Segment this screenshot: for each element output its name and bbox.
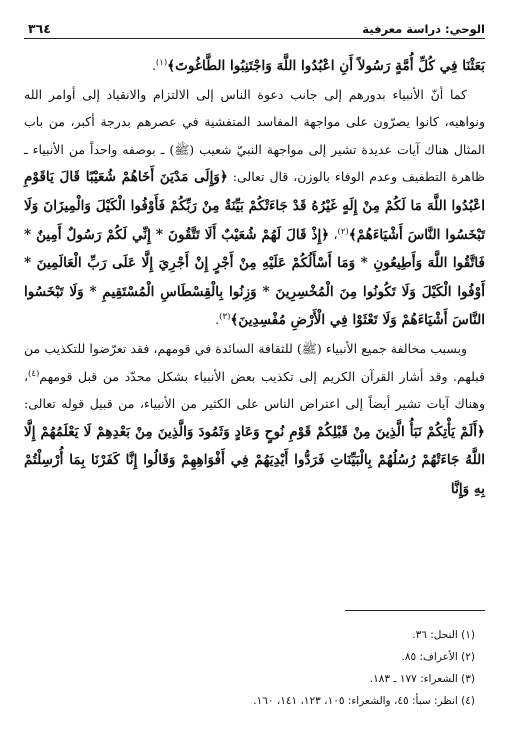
footnote-2: (٢) الأعراف: ٨٥. — [401, 651, 475, 663]
paragraph-3-text: وبسبب مخالفة جميع الأنبياء (ﷺ) للثقافة السائدة في قومهم، فقد تعرّضوا للتكذيب من قبلهم. وقد أشار القرآن الكريم إلى تكذيب بعض الأنبياء بشكل محدّد من قبل قومهم — [24, 340, 485, 384]
quran-quote-4: ﴿أَلَمْ يَأْتِكُمْ نَبَأُ الَّذِينَ مِنْ قَبْلِكُمْ قَوْمِ نُوحٍ وَعَادٍ وَثَمُودَ وَالَّذِينَ مِنْ بَعْدِهِمْ لَا يَعْلَمُهُمْ إِلَّا اللَّهُ جَاءَتْهُمْ رُسُلُهُمْ بِالْبَيِّنَاتِ فَرَدُّوا أَيْدِيَهُمْ فِي أَفْوَاهِهِمْ وَقَالُوا إِنَّا كَفَرْنَا بِمَا أُرْسِلْتُمْ بِهِ وَإِنَّا — [24, 423, 485, 497]
footnotes — [24, 624, 485, 712]
footnote-ref-2: (٢) — [337, 226, 349, 237]
footnote-rule — [345, 610, 485, 611]
paragraph-3 — [24, 335, 485, 504]
running-header — [28, 14, 485, 36]
quran-quote-3: ﴿إِذْ قَالَ لَهُمْ شُعَيْبٌ أَلَا تَتَّقُونَ * إِنِّي لَكُمْ رَسُولٌ أَمِينٌ * فَاتَّقُوا اللَّهَ وَأَطِيعُونِ * وَمَا أَسْأَلُكُمْ عَلَيْهِ مِنْ أَجْرٍ إِنْ أَجْرِيَ إِلَّا عَلَى رَبِّ الْعَالَمِينَ * أَوْفُوا الْكَيْلَ وَلَا تَكُونُوا مِنَ الْمُخْسِرِينَ * وَزِنُوا بِالْقِسْطَاسِ الْمُسْتَقِيمِ * وَلَا تَبْخَسُوا النَّاسَ أَشْيَاءَهُمْ وَلَا تَعْثَوْا فِي الْأَرْضِ مُفْسِدِينَ﴾ — [24, 226, 485, 329]
quote-separator: ، — [329, 226, 338, 242]
footnote-4: (٤) انظر: سبأ: ٤٥، والشعراء: ١٠٥، ١٢٣، ١٤١، ١٦٠. — [253, 695, 475, 707]
paragraph-2-text: كما أنّ الأنبياء بدورهم إلى جانب دعوة الناس إلى الالتزام والانقياد إلى أوامر الله ونواهيه، كانوا يصرّون على مواجهة المفاسد المتفشية في عصرهم بدرجة أكبر، من باب المثال هناك آيات عديدة تشير إلى مواجهة النبيّ شعيب (ﷺ) ـ بوصفه واحداً من الأنبياء ـ ظاهرة التطفيف وعدم الوفاء بالوزن، قال تعالى: — [24, 86, 485, 185]
footnote-1: (١) النحل: ٣٦. — [412, 629, 475, 641]
footnote-ref-4: (٤) — [28, 368, 40, 379]
footnote-3: (٣) الشعراء: ١٧٧ ـ ١٨٣. — [369, 673, 475, 685]
paragraph-3-text-2: ، وهناك آيات تشير أيضاً إلى اعتراض الناس على الكثير من الأنبياء، من قبيل قوله تعالى: — [24, 368, 485, 412]
quran-quote-1: بَعَثْنَا فِي كُلِّ أُمَّةٍ رَسُولاً أَنِ اعْبُدُوا اللَّهَ وَاجْتَنِبُوا الطَّاغُوتَ﴾ — [167, 58, 485, 74]
paragraph-1: بَعَثْنَا فِي كُلِّ أُمَّةٍ رَسُولاً أَنِ اعْبُدُوا اللَّهَ وَاجْتَنِبُوا الطَّاغُوتَ﴾$^{(١)}$. — [151, 57, 485, 74]
quran-quote-2: ﴿وَإِلَى مَدْيَنَ أَخَاهُمْ شُعَيْبًا قَالَ يَاقَوْمِ اعْبُدُوا اللَّهَ مَا لَكُمْ مِنْ إِلَهٍ غَيْرُهُ قَدْ جَاءَتْكُمْ بَيِّنَةٌ مِنْ رَبِّكُمْ فَأَوْفُوا الْكَيْلَ وَالْمِيزَانَ وَلَا تَبْخَسُوا النَّاسَ أَشْيَاءَهُمْ﴾ — [24, 169, 486, 243]
header-rule — [24, 38, 485, 39]
paragraph-2-end: . — [215, 312, 220, 328]
footnote-ref-3: (٣) — [219, 312, 231, 323]
page-number: ٣٦٤ — [28, 21, 51, 36]
body-text — [24, 52, 485, 504]
running-title: الوحي: دراسة معرفية — [362, 22, 485, 36]
footnote-ref-1: (١) — [155, 57, 168, 68]
paragraph-2 — [24, 81, 485, 335]
